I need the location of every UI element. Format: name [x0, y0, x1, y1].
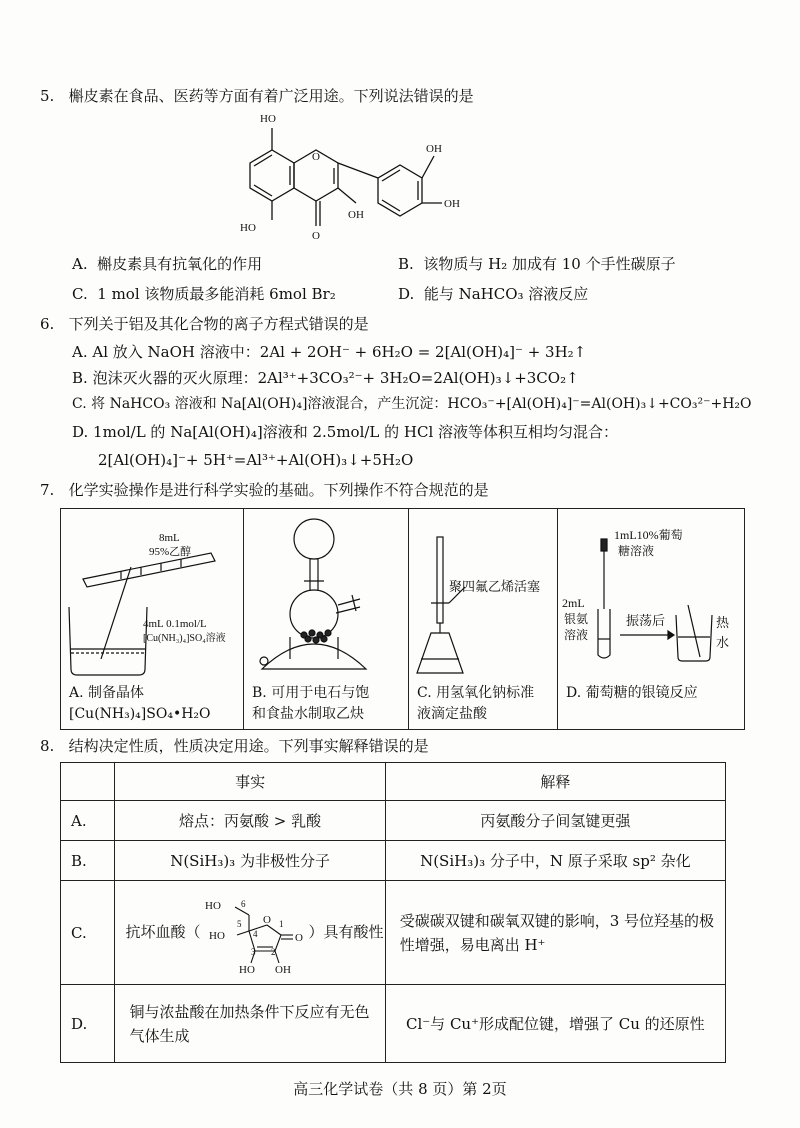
q8-stem: 结构决定性质，性质决定用途。下列事实解释错误的是	[68, 737, 429, 755]
q6-stem: 下列关于铝及其化合物的离子方程式错误的是	[68, 315, 369, 333]
q5-atom: OH	[348, 209, 364, 221]
q7-fig-a-cell	[61, 509, 244, 730]
q5-number: 5.	[40, 87, 55, 105]
q7-number: 7.	[40, 481, 55, 499]
q7-stem: 化学实验操作是进行科学实验的基础。下列操作不符合规范的是	[68, 481, 489, 499]
q5-atom: OH	[444, 198, 460, 210]
q7-caption-b: B. 可用于电石与饱 和食盐水制取乙炔	[252, 685, 370, 722]
q5-stem: 槲皮素在食品、医药等方面有着广泛用途。下列说法错误的是	[68, 87, 474, 105]
q6-option-b: B. 泡沫灭火器的灭火原理：2Al³⁺+3CO₃²⁻+ 3H₂O=2Al(OH)₃↓+3CO₂↑	[72, 369, 579, 387]
svg-text:溶液: 溶液	[564, 628, 589, 642]
q7-stem-line	[40, 480, 489, 500]
q7-caption-c: C. 用氢氧化钠标准 液滴定盐酸	[417, 685, 535, 722]
q8-header-fact: 事实	[115, 763, 385, 801]
q8-stem-line	[40, 736, 429, 756]
q8-header-row	[61, 763, 726, 801]
quercetin-structure	[220, 108, 480, 250]
q5-atom: O	[312, 151, 320, 163]
svg-text:热: 热	[716, 615, 730, 630]
svg-text:HO: HO	[238, 963, 255, 973]
svg-text:O: O	[294, 931, 303, 944]
svg-text:HO: HO	[204, 899, 221, 912]
svg-text:银氨: 银氨	[564, 612, 589, 626]
svg-text:振荡后: 振荡后	[626, 613, 666, 628]
q6-option-c: C. 将 NaHCO₃ 溶液和 Na[Al(OH)₄]溶液混合，产生沉淀：HCO₃⁻+[Al(OH)₄]⁻=Al(OH)₃↓+CO₃²⁻+H₂O	[72, 396, 752, 412]
q5-option-a: A. 槲皮素具有抗氧化的作用	[72, 255, 263, 273]
q5-option-b: B. 该物质与 H₂ 加成有 10 个手性碳原子	[398, 255, 676, 273]
svg-text:2: 2	[270, 946, 275, 957]
q8-row-c: C. 抗坏血酸（ HO 6 5 4 O 1 HO O 3 2 HO OH ）具有酸性 受碳碳双键和碳氧双键的影响，3 号位羟基的极性增强，易电离出 H⁺	[61, 881, 726, 985]
q7-figure-d	[558, 509, 744, 679]
svg-text:8mL: 8mL	[159, 532, 180, 544]
q8-number: 8.	[40, 737, 55, 755]
q8-row-a: A. 熔点：丙氨酸 > 乳酸 丙氨酸分子间氢键更强	[61, 801, 726, 841]
q7-fig-c-cell	[409, 509, 558, 730]
svg-text:5: 5	[236, 918, 241, 929]
q7-fig-b-cell	[244, 509, 409, 730]
q7-figure-c	[409, 509, 557, 679]
svg-text:水: 水	[716, 635, 730, 650]
q8-table	[60, 762, 726, 1063]
page-footer: 高三化学试卷（共 8 页）第 2页	[293, 1080, 507, 1098]
svg-text:4mL 0.1mol/L: 4mL 0.1mol/L	[143, 618, 207, 630]
svg-text:O: O	[262, 913, 271, 926]
q5-atom: HO	[240, 222, 256, 234]
q8-header-explanation: 解释	[385, 763, 725, 801]
q7-options-table	[60, 508, 745, 730]
svg-text:聚四氟乙烯活塞: 聚四氟乙烯活塞	[449, 579, 541, 594]
svg-text:OH: OH	[274, 963, 291, 973]
svg-text:3: 3	[250, 946, 255, 957]
q7-caption-d: D. 葡萄糖的银镜反应	[566, 685, 698, 701]
svg-text:糖溶液: 糖溶液	[618, 544, 655, 558]
q5-atom: OH	[426, 143, 442, 155]
q8-row-d: D. 铜与浓盐酸在加热条件下反应有无色气体生成 Cl⁻与 Cu⁺形成配位键，增强了 Cu 的还原性	[61, 985, 726, 1063]
q5-stem-line	[40, 86, 474, 106]
ascorbic-acid-structure	[201, 893, 309, 973]
q6-stem-line	[40, 314, 369, 334]
svg-text:6: 6	[240, 898, 245, 909]
q6-number: 6.	[40, 315, 55, 333]
q5-option-c: C. 1 mol 该物质最多能消耗 6mol Br₂	[72, 285, 336, 303]
q7-figure-a	[61, 509, 243, 679]
svg-text:4: 4	[252, 928, 257, 939]
svg-text:1mL10%葡萄: 1mL10%葡萄	[614, 528, 683, 542]
q6-option-d: D. 1mol/L 的 Na[Al(OH)₄]溶液和 2.5mol/L 的 HCl 溶液等体积互相均匀混合：	[72, 423, 619, 441]
q5-option-d: D. 能与 NaHCO₃ 溶液反应	[398, 285, 589, 303]
svg-text:1: 1	[278, 918, 283, 929]
q6-option-d-equation: 2[Al(OH)₄]⁻+ 5H⁺=Al³⁺+Al(OH)₃↓+5H₂O	[98, 451, 414, 469]
q5-atom: HO	[260, 113, 276, 125]
q5-atom: O	[312, 230, 320, 242]
q8-row-b: B. N(SiH₃)₃ 为非极性分子 N(SiH₃)₃ 分子中，N 原子采取 sp² 杂化	[61, 841, 726, 881]
q6-option-a: A. Al 放入 NaOH 溶液中：2Al + 2OH⁻ + 6H₂O = 2[Al(OH)₄]⁻ + 3H₂↑	[72, 343, 587, 361]
svg-text:95%乙醇: 95%乙醇	[149, 546, 192, 558]
q7-fig-d-cell	[558, 509, 745, 730]
q7-caption-a: A. 制备晶体 [Cu(NH₃)₄]SO₄•H₂O	[69, 685, 211, 722]
svg-text:2mL: 2mL	[562, 596, 585, 610]
svg-text:[Cu(NH₃)₄]SO₄溶液: [Cu(NH₃)₄]SO₄溶液	[143, 633, 226, 644]
q7-figure-b	[244, 509, 408, 679]
svg-text:HO: HO	[208, 929, 225, 942]
